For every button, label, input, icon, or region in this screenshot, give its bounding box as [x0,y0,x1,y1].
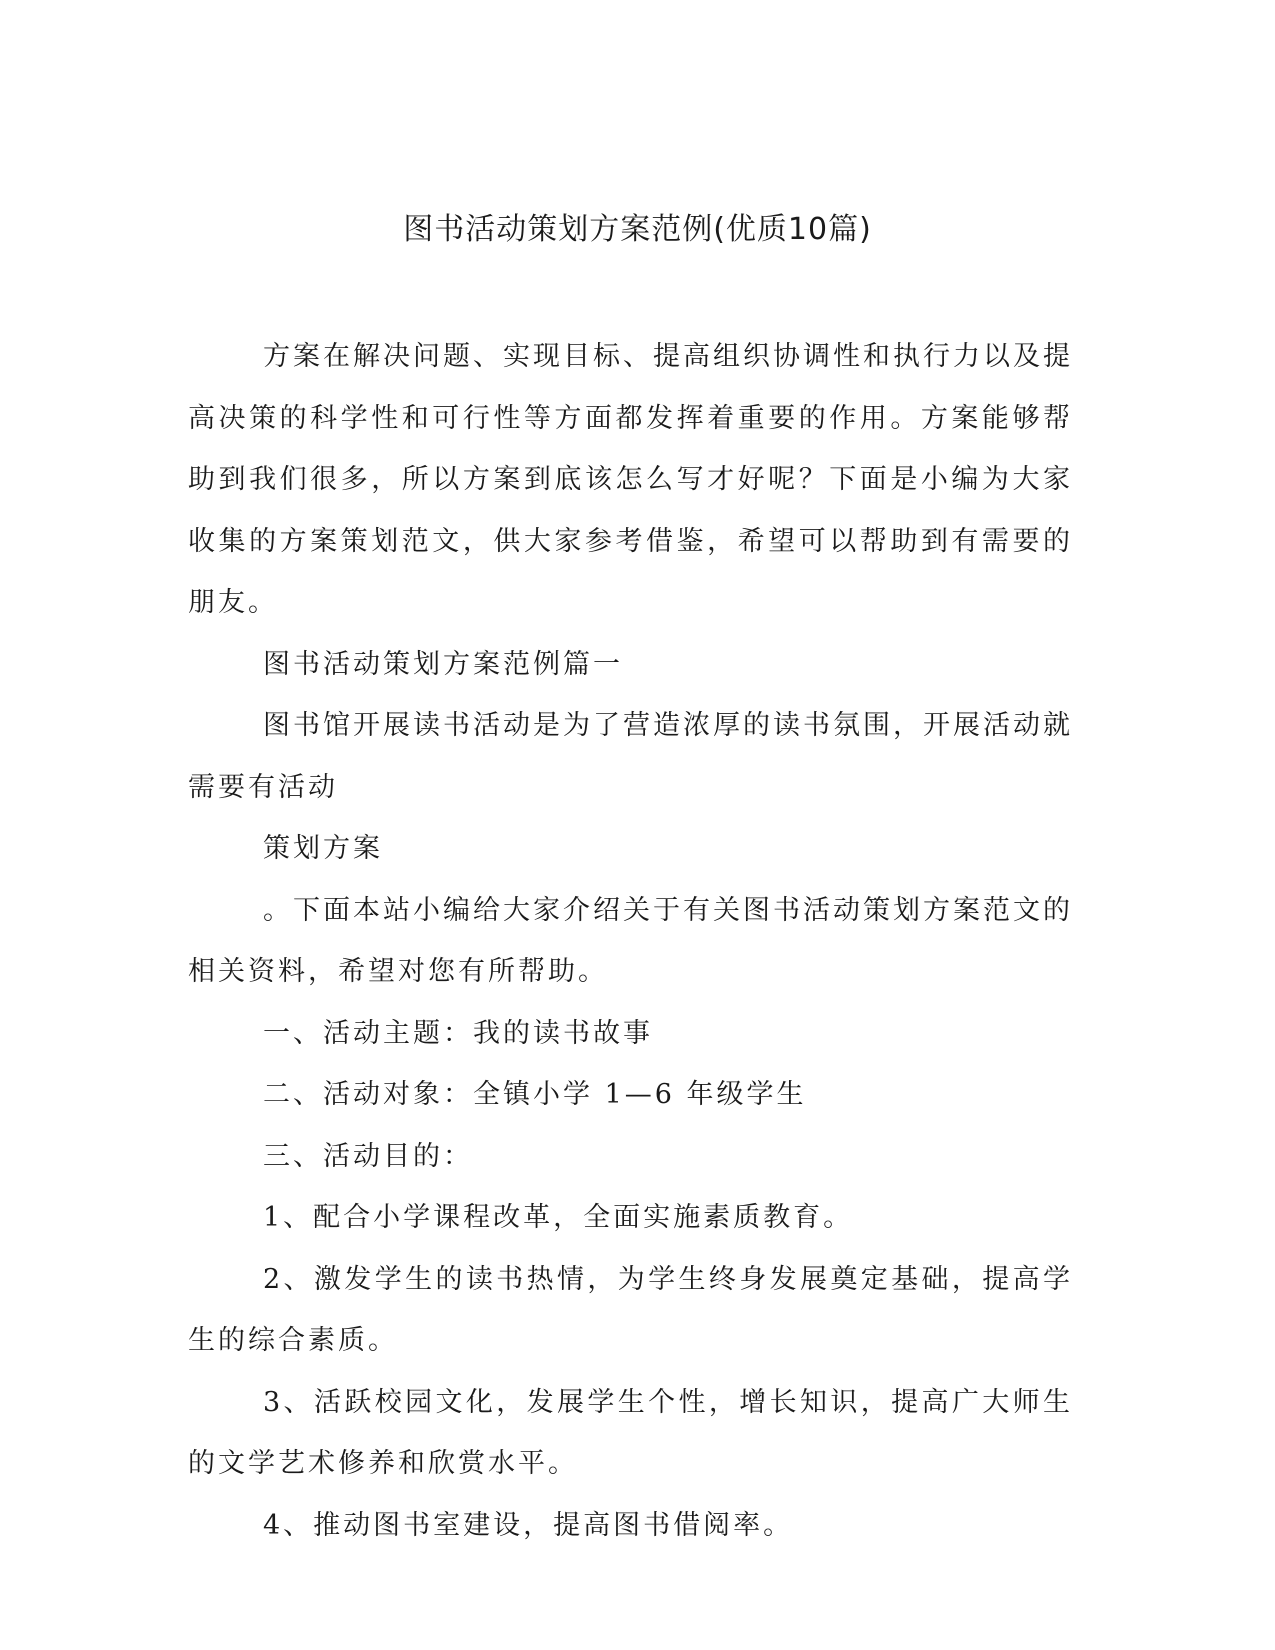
body-paragraph: 策划方案 [263,833,383,864]
body-paragraph: 。下面本站小编给大家介绍关于有关图书活动策划方案范文的相关资料，希望对您有所帮助。 [188,894,1073,987]
purpose-item: 1、配合小学课程改革，全面实施素质教育。 [263,1202,854,1233]
section-heading: 图书活动策划方案范例篇一 [263,648,623,680]
list-item-theme: 一、活动主题：我的读书故事 [263,1017,653,1049]
intro-paragraph: 方案在解决问题、实现目标、提高组织协调性和执行力以及提高决策的科学性和可行性等方面都发挥着重要的作用。方案能够帮助到我们很多，所以方案到底该怎么写才好呢？下面是小编为大家收集的方案策划范文，供大家参考借鉴，希望可以帮助到有需要的朋友。 [188,341,1073,618]
purpose-item: 2、激发学生的读书热情，为学生终身发展奠定基础，提高学生的综合素质。 [188,1263,1073,1356]
document-title: 图书活动策划方案范例(优质10篇) [403,212,872,247]
purpose-item: 3、活跃校园文化，发展学生个性，增长知识，提高广大师生的文学艺术修养和欣赏水平。 [188,1386,1073,1479]
body-paragraph: 图书馆开展读书活动是为了营造浓厚的读书氛围，开展活动就需要有活动 [188,710,1073,803]
purpose-item: 4、推动图书室建设，提高图书借阅率。 [263,1509,794,1541]
document-body [188,326,1073,1556]
list-item-audience: 二、活动对象：全镇小学 1—6 年级学生 [263,1079,807,1110]
list-item-purpose: 三、活动目的： [263,1140,473,1172]
